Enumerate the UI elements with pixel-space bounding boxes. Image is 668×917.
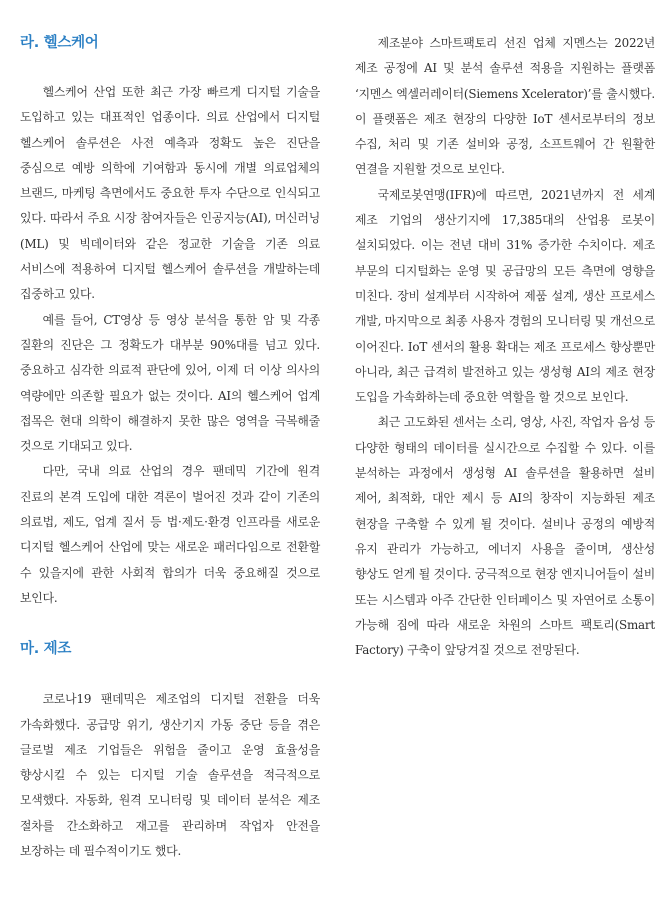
- manufacturing-paragraph-siemens: 제조분야 스마트팩토리 선진 업체 지멘스는 2022년 제조 공정에 AI 및 분석 솔루션 적용을 지원하는 플랫폼 ‘지멘스 엑셀러레이터(Siemens Xcelerator)’를 출시했다. 이 플랫폼은 제조 현장의 다양한 IoT 센서로부터의 정보 수집, 처리 및 기존 설비와 공정, 소프트웨어 간 원활한 연결을 지원할 것으로 보인다.: [355, 36, 655, 177]
- section-heading-manufacturing: 마. 제조: [20, 641, 72, 658]
- manufacturing-paragraph-sensors-genai: 최근 고도화된 센서는 소리, 영상, 사진, 작업자 음성 등 다양한 형태의 데이터를 실시간으로 수집할 수 있다. 이를 분석하는 과정에서 생성형 AI 솔루션을 활용하면 설비 제어, 최적화, 대안 제시 등 AI의 창작이 지능화된 제조 현장을 구축할 수 있게 될 것이다. 설비나 공정의 예방적 유지 관리가 가능하고, 에너지 사용을 줄이며, 생산성 향상도 얻게 될 것이다. 궁극적으로 현장 엔지니어들이 설비 또는 시스템과 아주 간단한 인터페이스 및 자연어로 소통이 가능해 짐에 따라 새로운 차원의 스마트 팩토리(Smart Factory) 구축이 앞당겨질 것으로 전망된다.: [355, 415, 655, 658]
- right-column: [355, 31, 655, 663]
- healthcare-paragraph-3: 다만, 국내 의료 산업의 경우 팬데믹 기간에 원격 진료의 본격 도입에 대한 격론이 벌어진 것과 같이 기존의 의료법, 제도, 업계 질서 등 법·제도·환경 인프라를 새로운 디지털 헬스케어 산업에 맞는 새로운 패러다임으로 전환할 수 있을지에 관한 사회적 합의가 더욱 중요해질 것으로 보인다.: [20, 464, 320, 605]
- left-column: [20, 0, 320, 864]
- healthcare-paragraph-2: 예를 들어, CT영상 등 영상 분석을 통한 암 및 각종 질환의 진단은 그 정확도가 대부분 90%대를 넘고 있다. 중요하고 심각한 의료적 판단에 있어, 이제 더 이상 의사의 역량에만 의존할 필요가 없는 것이다. AI의 헬스케어 업계 접목은 현대 의학이 해결하지 못한 많은 영역을 극복해줄 것으로 기대되고 있다.: [20, 312, 320, 454]
- manufacturing-paragraph-1: 코로나19 팬데믹은 제조업의 디지털 전환을 더욱 가속화했다. 공급망 위기, 생산기지 가동 중단 등을 겪은 글로벌 제조 기업들은 위험을 줄이고 운영 효율성을 향상시킬 수 있는 디지털 기술 솔루션을 적극적으로 모색했다. 자동화, 원격 모니터링 및 데이터 분석은 제조 절차를 간소화하고 재고를 관리하며 작업자 안전을 보장하는 데 필수적이기도 했다.: [20, 692, 320, 859]
- healthcare-paragraph-1: 헬스케어 산업 또한 최근 가장 빠르게 디지털 기술을 도입하고 있는 대표적인 업종이다. 의료 산업에서 디지털 헬스케어 솔루션은 사전 예측과 정확도 높은 진단을 중심으로 예방 의학에 기여함과 동시에 개별 의료업체의 브랜드, 마케팅 측면에서도 중요한 투자 수단으로 인식되고 있다. 따라서 주요 시장 참여자들은 인공지능(AI), 머신러닝(ML) 및 빅데이터와 같은 정교한 기술을 기존 의료 서비스에 적용하여 디지털 헬스케어 솔루션을 개발하는데 집중하고 있다.: [20, 85, 320, 302]
- manufacturing-paragraph-ifr-robots: 국제로봇연맹(IFR)에 따르면, 2021년까지 전 세계 제조 기업의 생산기지에 17,385대의 산업용 로봇이 설치되었다. 이는 전년 대비 31% 증가한 수치이다. 제조 부문의 디지털화는 운영 및 공급망의 모든 측면에 영향을 미친다. 장비 설계부터 시작하여 제품 설계, 생산 프로세스 개발, 마지막으로 최종 사용자 경험의 모니터링 및 개선으로 이어진다. IoT 센서의 활용 확대는 제조 프로세스 향상뿐만 아니라, 최근 급격히 발전하고 있는 생성형 AI의 제조 현장 도입을 가속화하는데 중요한 역할을 할 것으로 보인다.: [355, 187, 655, 405]
- section-heading-healthcare: 라. 헬스케어: [20, 35, 99, 51]
